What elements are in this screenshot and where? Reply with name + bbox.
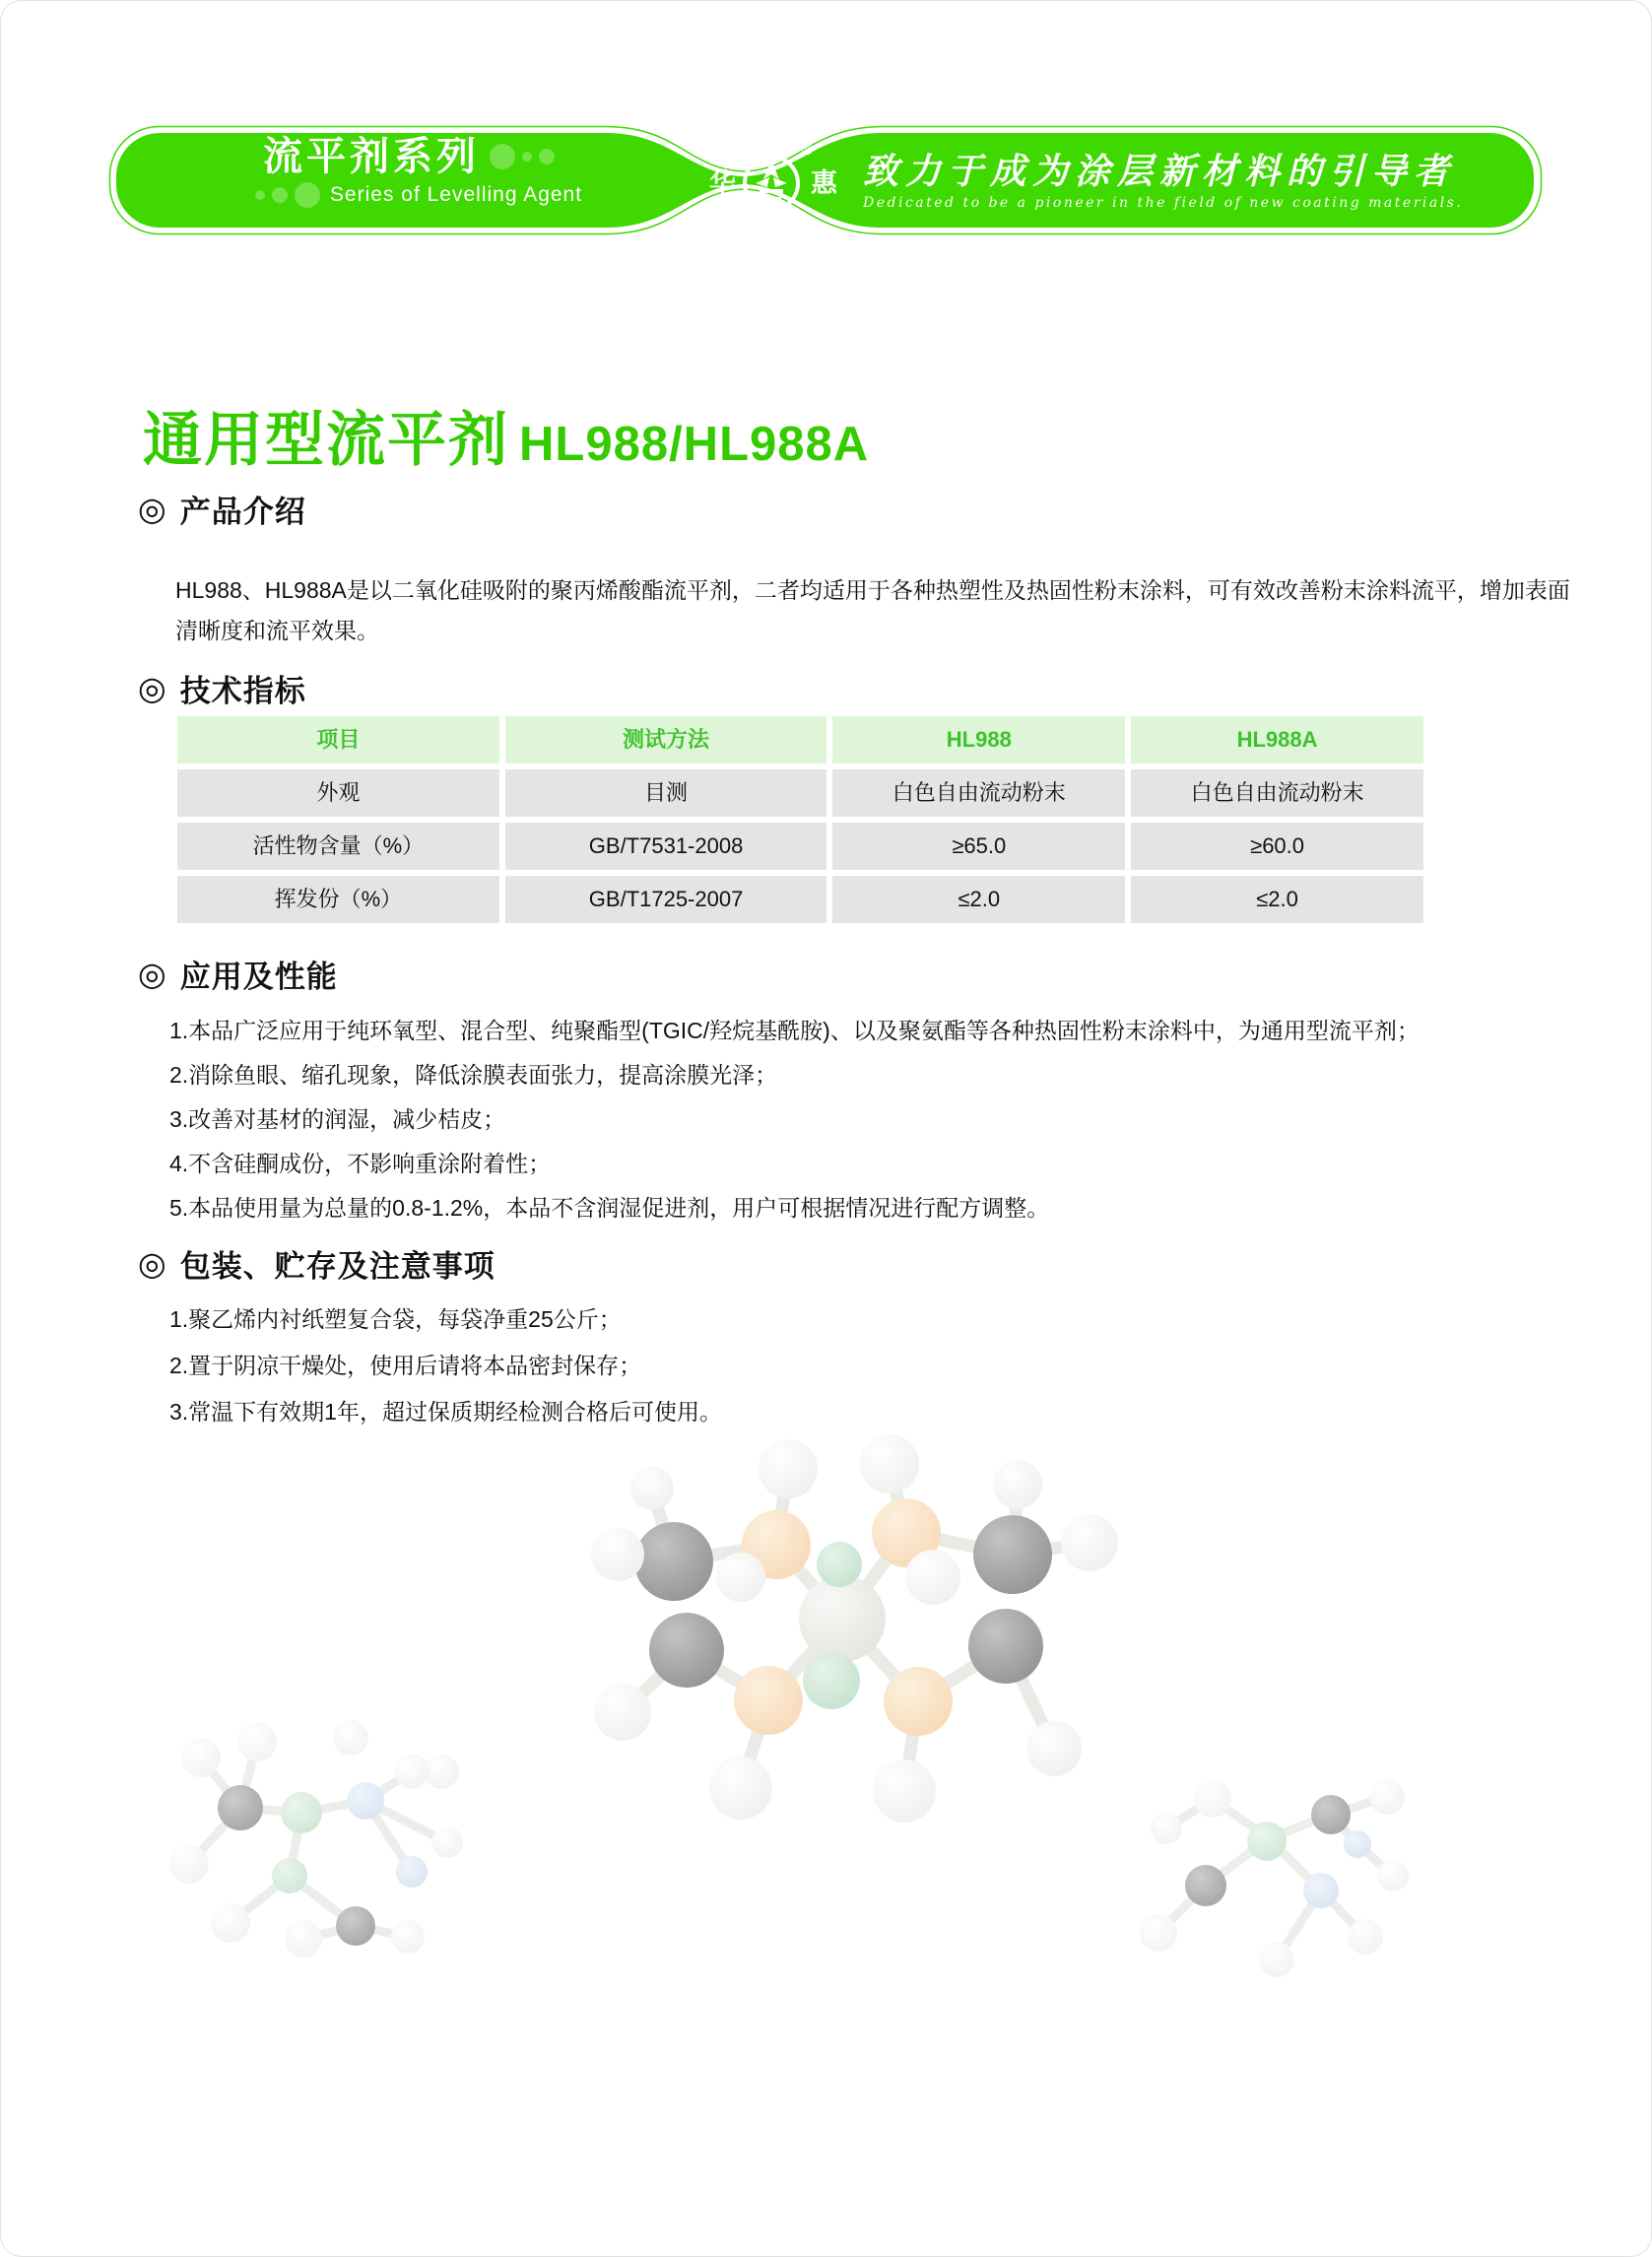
section-heading-packaging bbox=[138, 1241, 496, 1286]
brand-banner-right bbox=[709, 133, 1527, 228]
list-item: 4.不含硅酮成份，不影响重涂附着性； bbox=[169, 1151, 552, 1176]
double-circle-bullet-icon: ◎ bbox=[138, 670, 166, 706]
table-cell: ≤2.0 bbox=[832, 876, 1125, 923]
slogan-en: Dedicated to be a pioneer in the field of new coating materials. bbox=[863, 195, 1464, 211]
slogan-cn: 致力于成为涂层新材料的引导者 bbox=[863, 151, 1457, 192]
table-cell: ≥65.0 bbox=[832, 823, 1125, 870]
series-banner-left bbox=[138, 133, 690, 228]
molecule-illustration-large bbox=[591, 1417, 1123, 1845]
table-cell: 活性物含量（%） bbox=[177, 823, 499, 870]
huahui-logo-emblem-icon bbox=[742, 142, 813, 215]
logo-text-right: 惠 bbox=[811, 167, 837, 198]
table-cell: GB/T1725-2007 bbox=[505, 876, 827, 923]
section-heading-text: 包装、贮存及注意事项 bbox=[179, 1249, 496, 1284]
list-item: 2.消除鱼眼、缩孔现象，降低涂膜表面张力，提高涂膜光泽； bbox=[169, 1062, 778, 1088]
list-item: 5.本品使用量为总量的0.8-1.2%，本品不含润湿促进剂，用户可根据情况进行配方调整。 bbox=[169, 1195, 1050, 1221]
double-circle-bullet-icon: ◎ bbox=[138, 956, 166, 992]
table-cell: 挥发份（%） bbox=[177, 876, 499, 923]
section-heading-text: 技术指标 bbox=[179, 674, 306, 708]
page-title bbox=[143, 393, 869, 478]
section-heading-text: 应用及性能 bbox=[179, 960, 338, 994]
list-item: 2.置于阴凉干燥处，使用后请将本品密封保存； bbox=[169, 1353, 642, 1378]
huahui-logo bbox=[709, 142, 837, 215]
logo-text-left: 华 bbox=[709, 167, 736, 198]
series-title-cn: 流平剂系列 bbox=[263, 135, 480, 178]
double-circle-bullet-icon: ◎ bbox=[138, 1245, 166, 1282]
molecule-illustration-right bbox=[1129, 1758, 1415, 1989]
page-title-model: HL988/HL988A bbox=[519, 418, 870, 472]
table-header-cell: HL988A bbox=[1131, 716, 1423, 763]
section-heading-specs bbox=[138, 666, 306, 710]
list-item: 3.改善对基材的润湿，减少桔皮； bbox=[169, 1106, 506, 1132]
specs-table bbox=[177, 716, 1406, 923]
brand-slogan bbox=[863, 150, 1463, 211]
list-item: 1.本品广泛应用于纯环氧型、混合型、纯聚酯型(TGIC/羟烷基酰胺)、以及聚氨酯等各种热固性粉末涂料中，为通用型流平剂； bbox=[169, 1018, 1420, 1043]
table-header-cell: 项目 bbox=[177, 716, 499, 763]
section-heading-application bbox=[138, 952, 338, 996]
registered-mark-icon: ® bbox=[801, 142, 813, 159]
molecule-dots-icon bbox=[490, 144, 555, 169]
section-heading-intro bbox=[138, 487, 306, 531]
molecule-illustration-left bbox=[154, 1714, 469, 1975]
intro-paragraph: HL988、HL988A是以二氧化硅吸附的聚丙烯酸酯流平剂，二者均适用于各种热塑性及热固性粉末涂料，可有效改善粉末涂料流平，增加表面清晰度和流平效果。 bbox=[175, 577, 1570, 643]
table-cell: 外观 bbox=[177, 769, 499, 817]
table-header-cell: 测试方法 bbox=[505, 716, 827, 763]
table-cell: 目测 bbox=[505, 769, 827, 817]
table-cell: ≥60.0 bbox=[1131, 823, 1423, 870]
section-heading-text: 产品介绍 bbox=[179, 495, 306, 529]
double-circle-bullet-icon: ◎ bbox=[138, 491, 166, 527]
list-item: 3.常温下有效期1年，超过保质期经检测合格后可使用。 bbox=[169, 1399, 722, 1425]
table-cell: 白色自由流动粉末 bbox=[1131, 769, 1423, 817]
table-cell: ≤2.0 bbox=[1131, 876, 1423, 923]
molecule-dots-icon bbox=[255, 182, 320, 208]
page-title-cn: 通用型流平剂 bbox=[143, 407, 509, 474]
series-title-en: Series of Levelling Agent bbox=[329, 183, 583, 206]
application-list bbox=[169, 1009, 1598, 1230]
list-item: 1.聚乙烯内衬纸塑复合袋，每袋净重25公斤； bbox=[169, 1306, 622, 1332]
table-cell: GB/T7531-2008 bbox=[505, 823, 827, 870]
table-header-cell: HL988 bbox=[832, 716, 1125, 763]
table-cell: 白色自由流动粉末 bbox=[832, 769, 1125, 817]
header-banner bbox=[108, 125, 1543, 235]
packaging-list bbox=[169, 1296, 1598, 1435]
